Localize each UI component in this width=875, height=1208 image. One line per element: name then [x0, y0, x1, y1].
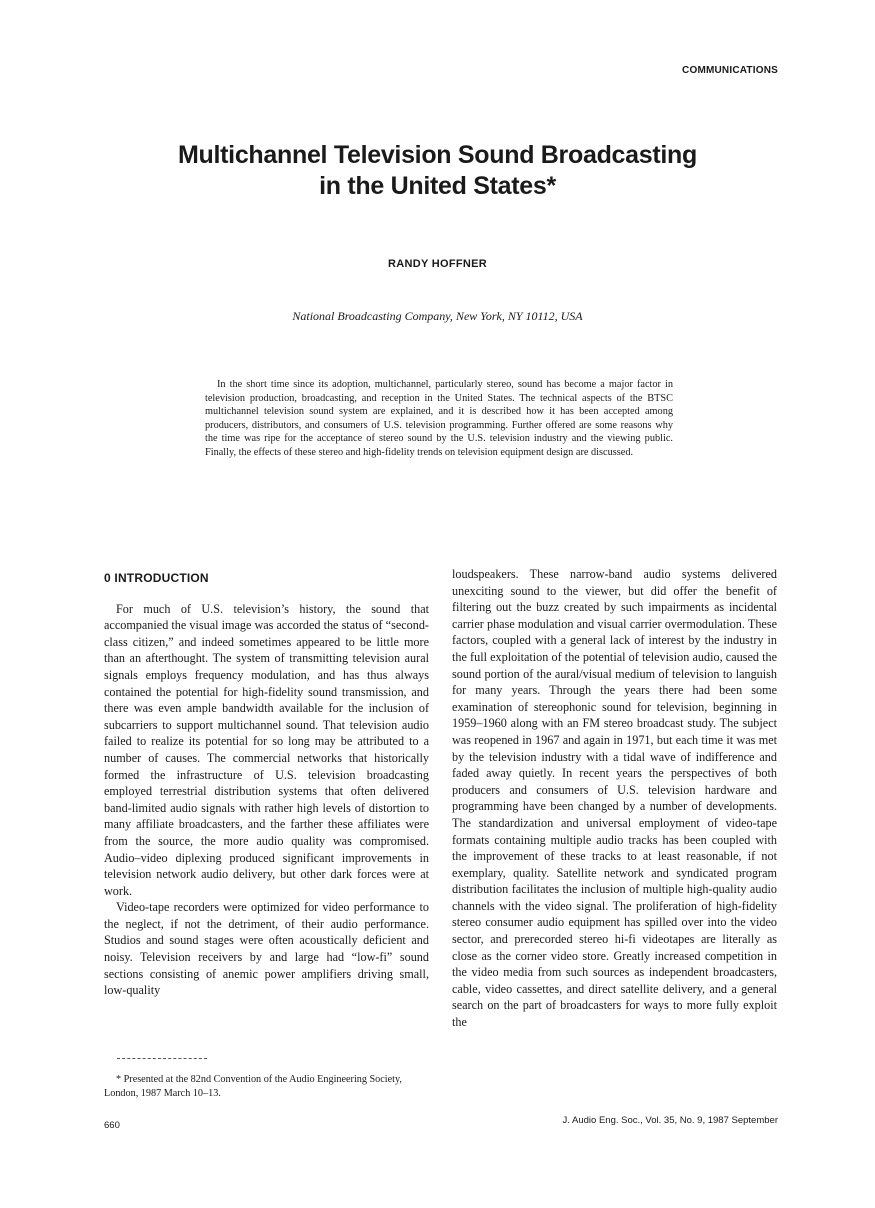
author-affiliation: National Broadcasting Company, New York, NY 10112, USA [292, 309, 583, 323]
right-column [452, 566, 777, 1031]
body-paragraph: Video-tape recorders were optimized for video performance to the neglect, if not the detriment, of their audio performance. Studios and sound stages were often acoustically deficient and noisy. Television receivers by and large had “low-fi” sound sections consisting of anemic power amplifiers driving small, low-quality [104, 900, 429, 998]
article-title [0, 140, 875, 202]
journal-citation: J. Audio Eng. Soc., Vol. 35, No. 9, 1987 September [562, 1115, 778, 1126]
footnote-divider [117, 1058, 207, 1059]
section-heading: 0 INTRODUCTION [104, 571, 209, 585]
author-name: RANDY HOFFNER [387, 258, 488, 270]
article-title-line-1: Multichannel Television Sound Broadcasting [178, 141, 697, 169]
section-label: COMMUNICATIONS [682, 65, 778, 76]
left-column [104, 570, 429, 999]
body-paragraph: loudspeakers. These narrow-band audio systems delivered unexciting sound to the viewer, but did offer the benefit of filtering out the buzz created by such impairments as incidental carrier phase modulation and visual carrier overmodulation. These factors, coupled with a general lack of interest by the industry in the full exploitation of the potential of television audio, caused the sound portion of the aural/visual medium of television to languish for many years. Through the years there had been some examination of stereophonic sound for television, beginning in 1959–1960 along with an FM stereo broadcast study. The subject was reopened in 1967 and again in 1971, but each time it was met by the television industry with a tidal wave of indifference and faded away quietly. In recent years the perspectives of both producers and consumers of U.S. television hardware and programming have been changed by a number of developments. The standardization and universal employment of video-tape formats containing multiple audio tracks has been coupled with the improvement of these tracks to at least reasonable, if not exemplary, quality. Satellite network and syndicated program distribution facilitates the inclusion of multiple high-quality audio channels with the video signal. The proliferation of high-fidelity stereo consumer audio equipment has spilled over into the video sector, and prerecorded stereo hi-fi videotapes are literally as close as the corner video store. Greatly increased competition in the video media from such sources as independent broadcasters, cable, video cassettes, and direct satellite delivery, and a general search on the part of broadcasters for ways to more fully exploit the [452, 567, 777, 1030]
body-paragraph: For much of U.S. television’s history, the sound that accompanied the visual image was accorded the status of “second-class citizen,” and indeed sometimes appeared to be little more than an afterthought. The system of transmitting television aural signals employs frequency modulation, and has thus always contained the potential for high-fidelity sound transmission, and there was even ample bandwidth available for the inclusion of subcarriers to support multichannel sound. That television audio failed to realize its potential for so long may be attributed to a number of causes. The commercial networks that historically formed the infrastructure of U.S. television broadcasting employed terrestrial distribution systems that often delivered band-limited audio signals with rather high levels of distortion to many affiliate broadcasters, and the farther these affiliates were from the source, the more audio quality was compromised. Audio–video diplexing produced significant improvements in television network audio delivery, but other dark forces were at work. [104, 601, 429, 898]
abstract: In the short time since its adoption, multichannel, particularly stereo, sound has become a major factor in television production, broadcasting, and reception in the United States. The technical aspects of the BTSC multichannel television sound system are explained, and it is described how it has been accepted among producers, distributors, and consumers of U.S. television programming. Further offered are some reasons why the time was ripe for the acceptance of stereo sound by the U.S. television industry and the viewing public. Finally, the effects of these stereo and high-fidelity trends on television equipment design are discussed. [205, 379, 673, 458]
page-number: 660 [104, 1120, 120, 1131]
footnote: * Presented at the 82nd Convention of the Audio Engineering Society, London, 1987 March 10–13. [104, 1074, 402, 1099]
article-title-line-2: in the United States* [319, 172, 556, 200]
